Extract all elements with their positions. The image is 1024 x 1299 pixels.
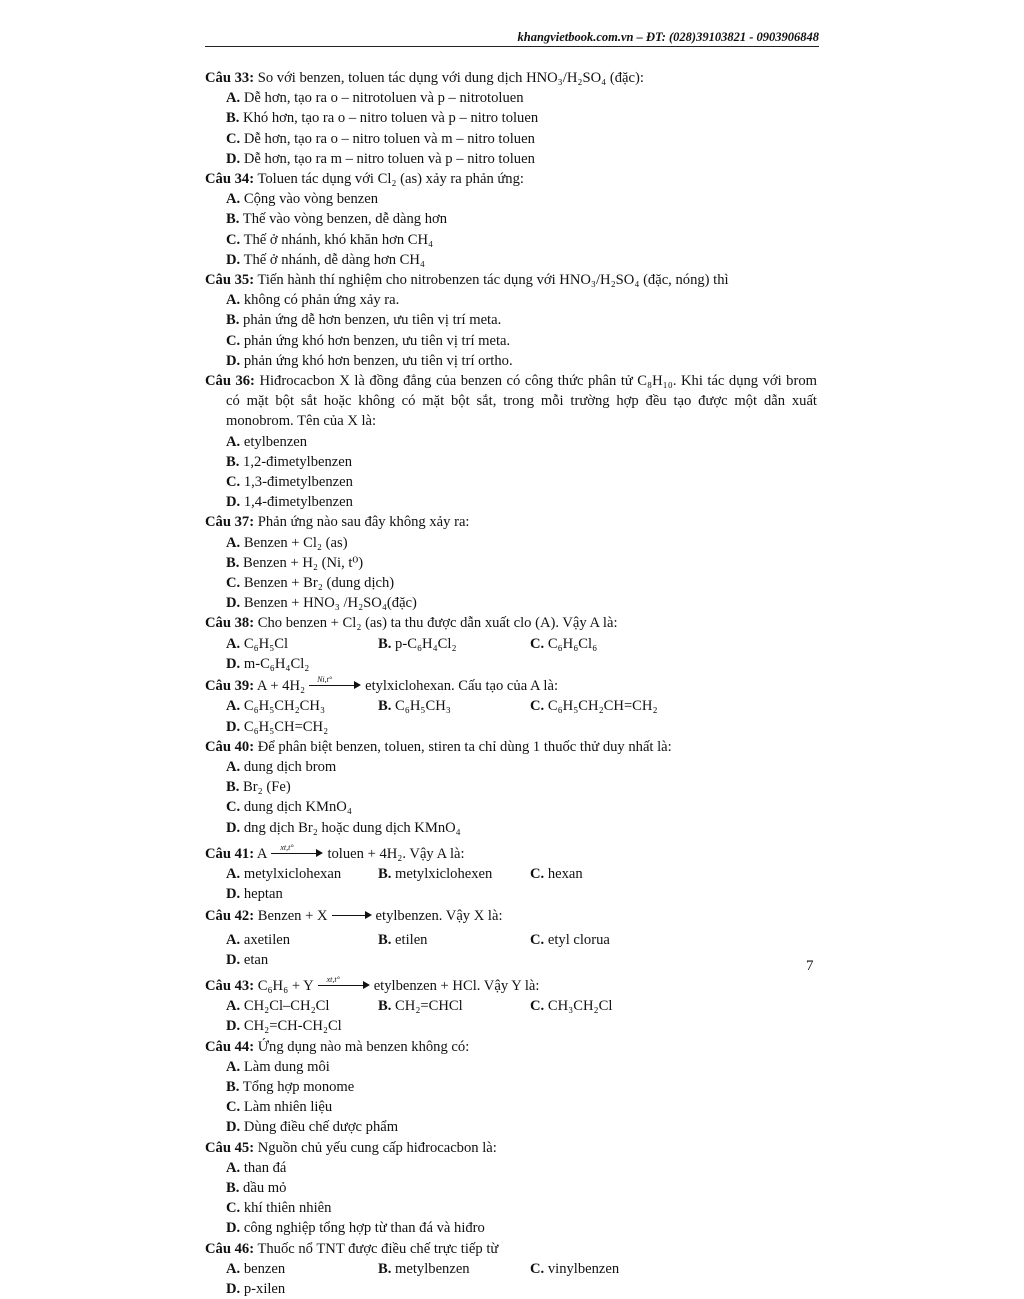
arrow-condition: xt,t° — [280, 842, 294, 852]
options — [205, 1158, 817, 1239]
reaction-arrow-icon — [318, 974, 370, 991]
option-d — [226, 1016, 378, 1036]
question-39 — [205, 676, 817, 737]
option-b — [378, 864, 530, 884]
question-label: Câu 38: — [205, 615, 255, 632]
option-letter: C. — [226, 575, 241, 592]
option-letter: D. — [226, 1119, 241, 1136]
option-d — [226, 593, 530, 613]
option-a — [226, 864, 378, 884]
option-letter: C. — [530, 931, 545, 948]
option-text: phản ứng khó hơn benzen, ưu tiên vị trí meta. — [243, 332, 511, 349]
option-b — [226, 209, 530, 229]
option-text: CH₂=CHCl — [395, 998, 463, 1015]
arrow-condition: Ni,t° — [317, 675, 333, 685]
option-letter: B. — [226, 312, 240, 329]
option-letter: B. — [378, 1260, 392, 1277]
option-text: C₆H₆Cl₆ — [547, 635, 598, 652]
option-text: than đá — [243, 1159, 287, 1176]
options — [205, 696, 817, 736]
question-label: Câu 33: — [205, 70, 255, 86]
option-letter: A. — [226, 433, 241, 450]
option-text: phản ứng dễ hơn benzen, ưu tiên vị trí meta. — [243, 312, 502, 329]
option-text: CH₂Cl–CH₂Cl — [243, 998, 330, 1015]
question-38 — [205, 613, 817, 674]
question-label: Câu 39: — [205, 678, 255, 695]
option-a — [226, 1057, 530, 1077]
option-letter: B. — [378, 931, 392, 948]
option-text: phản ứng khó hơn benzen, ưu tiên vị trí ortho. — [243, 352, 513, 369]
question-text: Ứng dụng nào mà benzen không có: — [257, 1038, 470, 1055]
option-text: etilen — [395, 931, 428, 948]
option-letter: B. — [378, 865, 392, 882]
option-c — [226, 331, 817, 351]
option-b — [226, 777, 530, 797]
arrow-condition: xt,t° — [326, 974, 340, 984]
option-a — [226, 432, 530, 452]
option-text: benzen — [243, 1260, 286, 1277]
option-text: dung dịch brom — [243, 758, 337, 775]
option-text: Dễ hơn, tạo ra o – nitro toluen và m – nitro toluen — [243, 130, 535, 147]
options — [205, 996, 817, 1036]
option-letter: D. — [226, 886, 241, 903]
option-text: 1,3-đimetylbenzen — [243, 474, 353, 491]
option-d — [226, 950, 378, 970]
question-40 — [205, 737, 817, 838]
options — [205, 189, 817, 270]
question-33 — [205, 68, 817, 169]
option-b — [226, 452, 530, 472]
option-a — [226, 930, 378, 950]
option-text: hexan — [547, 865, 583, 882]
option-d — [226, 250, 530, 270]
option-text: metylxiclohexan — [243, 865, 342, 882]
options — [205, 1259, 817, 1299]
option-letter: A. — [226, 758, 241, 775]
question-label: Câu 41: — [205, 845, 255, 862]
option-d — [226, 884, 378, 904]
option-letter: B. — [226, 554, 240, 571]
option-letter: A. — [226, 534, 241, 551]
option-a — [226, 634, 378, 654]
option-letter: C. — [530, 998, 545, 1015]
options — [205, 757, 817, 838]
option-text: dng dịch Br₂ hoặc dung dịch KMnO₄ — [243, 819, 461, 836]
option-c — [530, 930, 683, 950]
option-c — [530, 696, 683, 716]
option-text: dung dịch KMnO₄ — [243, 799, 352, 816]
option-d — [226, 1279, 378, 1299]
question-label: Câu 43: — [205, 977, 255, 994]
option-a — [226, 996, 378, 1016]
option-text: Benzen + Br₂ (dung dịch) — [243, 575, 395, 592]
option-letter: A. — [226, 292, 241, 309]
question-label: Câu 35: — [205, 272, 255, 289]
option-text: CH₂=CH-CH₂Cl — [243, 1018, 342, 1035]
option-letter: A. — [226, 191, 241, 208]
option-letter: A. — [226, 1260, 241, 1277]
option-a — [226, 189, 530, 209]
option-b — [378, 634, 530, 654]
option-letter: D. — [226, 718, 241, 735]
reaction-arrow-icon — [271, 842, 323, 859]
page-number: 7 — [806, 958, 814, 974]
option-letter: A. — [226, 865, 241, 882]
option-d — [226, 492, 530, 512]
option-b — [378, 996, 530, 1016]
option-b — [226, 1178, 530, 1198]
question-42 — [205, 906, 817, 970]
question-44 — [205, 1037, 817, 1138]
option-text: p-xilen — [243, 1280, 286, 1297]
option-text: Làm nhiên liệu — [243, 1099, 333, 1116]
option-text: Thế ở nhánh, dễ dàng hơn CH₄ — [243, 251, 426, 268]
question-label: Câu 36: — [205, 373, 255, 390]
option-d — [226, 818, 530, 838]
question-label: Câu 42: — [205, 908, 255, 925]
option-c — [226, 797, 530, 817]
option-letter: B. — [378, 698, 392, 715]
option-text: Benzen + HNO₃ /H₂SO₄(đặc) — [243, 595, 417, 612]
option-letter: B. — [378, 635, 392, 652]
option-letter: C. — [530, 698, 545, 715]
option-c — [530, 864, 683, 884]
question-label: Câu 34: — [205, 171, 255, 188]
options — [205, 634, 817, 674]
option-text: Dễ hơn, tạo ra o – nitrotoluen và p – nitrotoluen — [243, 90, 524, 107]
options — [205, 533, 817, 614]
question-text: Nguồn chủ yếu cung cấp hiđrocacbon là: — [257, 1139, 497, 1156]
option-letter: D. — [226, 150, 241, 167]
options — [205, 88, 817, 169]
question-text: Phản ứng nào sau đây không xảy ra: — [257, 514, 470, 531]
option-text: Khó hơn, tạo ra o – nitro toluen và p – nitro toluen — [243, 110, 539, 127]
option-text: Dùng điều chế dược phẩm — [243, 1119, 399, 1136]
option-text: etan — [243, 951, 269, 968]
question-41 — [205, 844, 817, 905]
option-b — [226, 108, 817, 128]
reaction-arrow-icon — [332, 907, 372, 921]
option-a — [226, 757, 530, 777]
reaction-rhs: etylxiclohexan. Cấu tạo của A là: — [365, 678, 558, 695]
option-letter: B. — [226, 1179, 240, 1196]
option-letter: D. — [226, 352, 241, 369]
question-43 — [205, 976, 817, 1037]
option-a — [226, 88, 817, 108]
option-letter: C. — [226, 332, 241, 349]
option-letter: A. — [226, 931, 241, 948]
option-c — [226, 573, 530, 593]
option-letter: C. — [226, 1200, 241, 1217]
option-d — [226, 1218, 530, 1238]
option-text: Cộng vào vòng benzen — [243, 191, 379, 208]
option-d — [226, 149, 817, 169]
question-34 — [205, 169, 817, 270]
question-text: Thuốc nổ TNT được điều chế trực tiếp từ — [257, 1240, 499, 1257]
option-b — [226, 553, 530, 573]
option-letter: D. — [226, 1280, 241, 1297]
option-letter: D. — [226, 251, 241, 268]
option-text: etylbenzen — [243, 433, 308, 450]
reaction-lhs: Benzen + X — [257, 908, 328, 925]
option-text: 1,2-đimetylbenzen — [243, 453, 353, 470]
question-text: So với benzen, toluen tác dụng với dung dịch HNO₃/H₂SO₄ (đặc): — [257, 70, 644, 86]
option-c — [530, 1259, 683, 1279]
options — [205, 864, 817, 904]
option-text: axetilen — [243, 931, 291, 948]
option-c — [226, 1097, 530, 1117]
option-text: metylxiclohexen — [395, 865, 493, 882]
option-letter: C. — [530, 865, 545, 882]
option-letter: C. — [530, 1260, 545, 1277]
option-text: vinylbenzen — [547, 1260, 620, 1277]
option-d — [226, 1117, 530, 1137]
question-46 — [205, 1239, 817, 1299]
question-35 — [205, 270, 817, 371]
options — [205, 290, 817, 371]
option-letter: B. — [378, 998, 392, 1015]
option-a — [226, 533, 530, 553]
option-letter: A. — [226, 90, 241, 107]
option-text: C₆H₅CH₂CH₃ — [243, 698, 326, 715]
option-text: m-C₆H₄Cl₂ — [243, 655, 310, 672]
option-letter: B. — [226, 110, 240, 127]
options — [205, 930, 817, 970]
question-label: Câu 44: — [205, 1038, 255, 1055]
option-letter: D. — [226, 819, 241, 836]
question-36 — [205, 371, 817, 512]
option-text: p-C₆H₄Cl₂ — [395, 635, 457, 652]
option-c — [226, 230, 530, 250]
option-letter: D. — [226, 1220, 241, 1237]
option-text: dầu mỏ — [243, 1179, 287, 1196]
option-text: etyl clorua — [547, 931, 610, 948]
question-37 — [205, 512, 817, 613]
option-b — [378, 930, 530, 950]
option-text: không có phản ứng xảy ra. — [243, 292, 400, 309]
option-text: heptan — [243, 886, 283, 903]
option-letter: A. — [226, 698, 241, 715]
option-text: khí thiên nhiên — [243, 1200, 332, 1217]
option-c — [226, 472, 530, 492]
option-text: metylbenzen — [395, 1260, 470, 1277]
option-text: C₆H₅CH₃ — [395, 698, 451, 715]
question-text: Để phân biệt benzen, toluen, stiren ta chỉ dùng 1 thuốc thử duy nhất là: — [257, 738, 672, 755]
option-text: 1,4-đimetylbenzen — [243, 494, 353, 511]
option-c — [226, 1198, 530, 1218]
option-a — [226, 1158, 530, 1178]
option-letter: A. — [226, 635, 241, 652]
option-letter: D. — [226, 1018, 241, 1035]
option-b — [226, 310, 817, 330]
option-text: Dễ hơn, tạo ra m – nitro toluen và p – nitro toluen — [243, 150, 535, 167]
question-text: Tiến hành thí nghiệm cho nitrobenzen tác dụng với HNO₃/H₂SO₄ (đặc, nóng) thì — [257, 272, 729, 289]
option-letter: C. — [226, 130, 241, 147]
option-c — [226, 129, 817, 149]
header-rule — [205, 46, 819, 47]
option-text: C₆H₅Cl — [243, 635, 289, 652]
option-a — [226, 1259, 378, 1279]
option-text: Tổng hợp monome — [242, 1078, 355, 1095]
option-b — [226, 1077, 530, 1097]
option-text: Thế ở nhánh, khó khăn hơn CH₄ — [243, 231, 434, 248]
option-text: C₆H₅CH₂CH=CH₂ — [547, 698, 658, 715]
option-letter: C. — [530, 635, 545, 652]
option-text: công nghiệp tổng hợp từ than đá và hiđro — [243, 1220, 485, 1237]
reaction-lhs: C₆H₆ + Y — [257, 977, 314, 994]
option-text: Benzen + H₂ (Ni, t⁰) — [243, 554, 364, 571]
question-text: Hiđrocacbon X là đồng đẳng của benzen có công thức phân tử C₈H₁₀. Khi tác dụng với brom có mặt bột sắt hoặc không có mặt bột sắt, trong mỗi trường hợp đều tạo được một dẫn xuất monobrom. Tên của X là: — [226, 373, 817, 430]
option-letter: B. — [226, 211, 240, 228]
option-letter: B. — [226, 779, 240, 796]
option-letter: B. — [226, 1078, 240, 1095]
option-d — [226, 717, 378, 737]
question-list — [205, 68, 817, 1299]
reaction-lhs: A — [256, 845, 268, 862]
option-c — [530, 634, 683, 654]
reaction-lhs: A + 4H₂ — [256, 678, 306, 695]
reaction-rhs: etylbenzen + HCl. Vậy Y là: — [373, 977, 540, 994]
question-text: Cho benzen + Cl₂ (as) ta thu được dẫn xuất clo (A). Vậy A là: — [257, 615, 618, 632]
option-letter: D. — [226, 655, 241, 672]
question-text: Toluen tác dụng với Cl₂ (as) xảy ra phản ứng: — [257, 171, 524, 188]
option-letter: B. — [226, 453, 240, 470]
option-letter: A. — [226, 1159, 241, 1176]
option-a — [226, 696, 378, 716]
reaction-rhs: toluen + 4H₂. Vậy A là: — [327, 845, 465, 862]
option-letter: C. — [226, 1099, 241, 1116]
reaction-arrow-icon — [309, 677, 361, 691]
option-letter: D. — [226, 494, 241, 511]
options — [205, 432, 817, 513]
option-text: Thế vào vòng benzen, dễ dàng hơn — [242, 211, 448, 228]
option-c — [530, 996, 683, 1016]
option-letter: A. — [226, 998, 241, 1015]
option-b — [378, 696, 530, 716]
option-a — [226, 290, 817, 310]
option-letter: A. — [226, 1058, 241, 1075]
option-text: Br₂ (Fe) — [243, 779, 291, 796]
option-text: CH₃CH₂Cl — [547, 998, 613, 1015]
question-label: Câu 37: — [205, 514, 255, 531]
option-text: Benzen + Cl₂ (as) — [243, 534, 348, 551]
option-text: C₆H₅CH=CH₂ — [243, 718, 329, 735]
option-letter: D. — [226, 595, 241, 612]
option-d — [226, 351, 817, 371]
option-letter: D. — [226, 951, 241, 968]
option-letter: C. — [226, 799, 241, 816]
page-header: khangvietbook.com.vn – ĐT: (028)39103821 - 0903906848 — [517, 30, 819, 44]
option-text: Làm dung môi — [243, 1058, 330, 1075]
option-letter: C. — [226, 474, 241, 491]
question-45 — [205, 1138, 817, 1239]
option-letter: C. — [226, 231, 241, 248]
option-b — [378, 1259, 530, 1279]
question-label: Câu 40: — [205, 738, 255, 755]
options — [205, 1057, 817, 1138]
question-label: Câu 45: — [205, 1139, 255, 1156]
question-label: Câu 46: — [205, 1240, 255, 1257]
reaction-rhs: etylbenzen. Vậy X là: — [375, 908, 503, 925]
